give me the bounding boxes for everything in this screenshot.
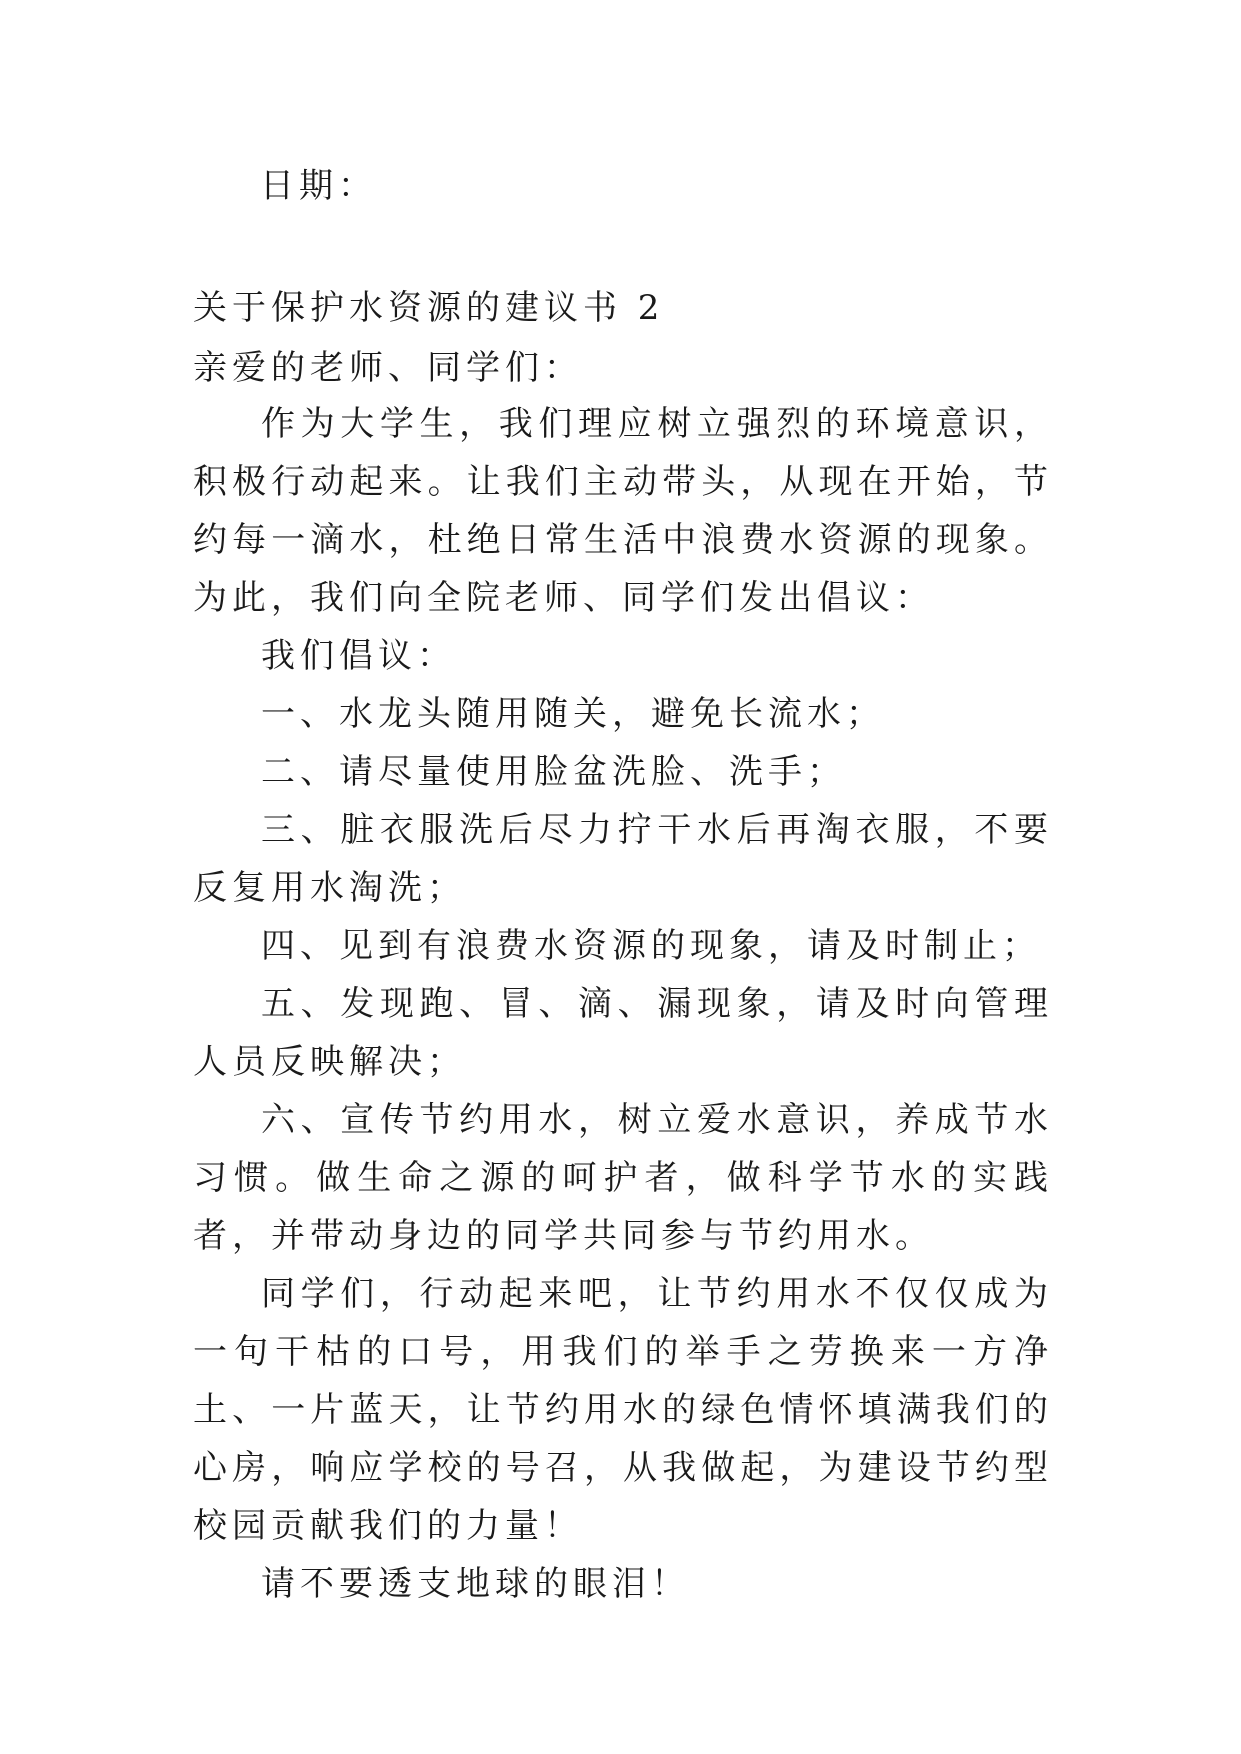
date-label: 日期： [260,166,377,206]
paragraph-proposal-heading: 我们倡议： [261,636,456,676]
proposal-item-3: 三、脏衣服洗后尽力拧干水后再淘衣服，不要反复用水淘洗； [193,810,1053,908]
proposal-item-4: 四、见到有浪费水资源的现象，请及时制止； [261,926,1041,966]
document-body [193,395,1053,1613]
paragraph-closing: 请不要透支地球的眼泪！ [261,1564,690,1604]
salutation: 亲爱的老师、同学们： [193,348,583,388]
proposal-item-6: 六、宣传节约用水，树立爱水意识，养成节水习惯。做生命之源的呵护者，做科学节水的实践者，并带动身边的同学共同参与节约用水。 [193,1100,1053,1256]
document-title: 关于保护水资源的建议书 2 [193,288,665,328]
proposal-item-2: 二、请尽量使用脸盆洗脸、洗手； [261,752,846,792]
proposal-item-1: 一、水龙头随用随关，避免长流水； [261,694,885,734]
paragraph-intro: 作为大学生，我们理应树立强烈的环境意识，积极行动起来。让我们主动带头，从现在开始，节约每一滴水，杜绝日常生活中浪费水资源的现象。为此，我们向全院老师、同学们发出倡议： [193,404,1053,618]
proposal-item-5: 五、发现跑、冒、滴、漏现象，请及时向管理人员反映解决； [193,984,1053,1082]
paragraph-call-to-action: 同学们，行动起来吧，让节约用水不仅仅成为一句干枯的口号，用我们的举手之劳换来一方净土、一片蓝天，让节约用水的绿色情怀填满我们的心房，响应学校的号召，从我做起，为建设节约型校园贡献我们的力量！ [193,1274,1053,1546]
